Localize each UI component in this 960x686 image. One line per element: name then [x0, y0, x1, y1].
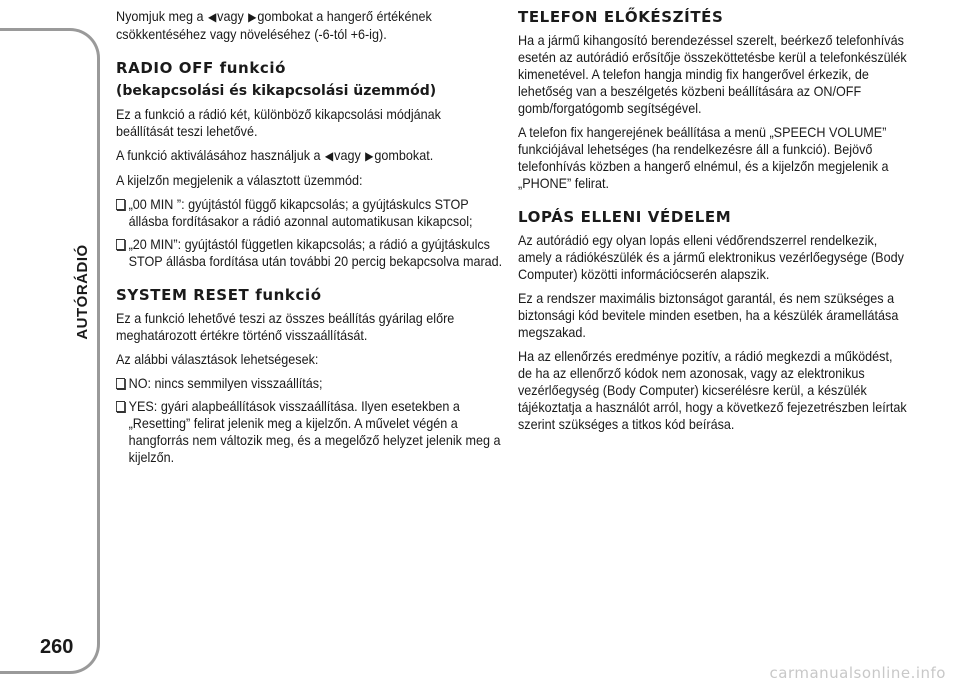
triangle-right-icon: ▶: [365, 149, 374, 163]
list-item: NO: nincs semmilyen visszaállítás;: [116, 375, 508, 392]
system-reset-heading: SYSTEM RESET funkció: [116, 286, 322, 304]
telefon-paragraph-2: A telefon fix hangerejének beállítása a menü „SPEECH VOLUME” funkciójával lehetséges (ha rendelkezésre áll a funkció). Bejövő telefonhívás közben a hangerő elnémul, és a kijelzőn megjelenik a „PHONE” felirat.: [518, 124, 889, 191]
list-item: „20 MIN”: gyújtástól független kikapcsolás; a rádió a gyújtáskulcs STOP állásba fordítása után további 20 percig bekapcsolva marad.: [116, 236, 508, 270]
triangle-right-icon: ▶: [248, 10, 257, 24]
system-reset-paragraph: Ez a funkció lehetővé teszi az összes beállítás gyárilag előre meghatározott értékre történő visszaállítását.: [116, 310, 455, 343]
lopas-heading: LOPÁS ELLENI VÉDELEM: [518, 208, 732, 226]
list-item: „00 MIN ”: gyújtástól függő kikapcsolás; a gyújtáskulcs STOP állásba fordításakor a rádió azonnal automatikusan kikapcsol;: [116, 196, 508, 230]
triangle-left-icon: ◀: [207, 10, 217, 24]
radio-off-subheading: (bekapcsolási és kikapcsolási üzemmód): [116, 83, 437, 99]
left-column: [116, 8, 503, 473]
radio-off-activation: A funkció aktiválásához használjuk a ◀vagy ▶gombokat.: [116, 147, 434, 163]
side-tab: [0, 28, 100, 674]
checkbox-bullet-icon: [116, 401, 125, 412]
checkbox-bullet-icon: [116, 199, 125, 210]
radio-off-heading: RADIO OFF funkció: [116, 59, 287, 77]
radio-off-paragraph: Ez a funkció a rádió két, különböző kikapcsolási módjának beállítását teszi lehetővé.: [116, 106, 441, 139]
system-reset-options-label: Az alábbi választások lehetségesek:: [116, 351, 319, 367]
list-item: YES: gyári alapbeállítások visszaállítása. Ilyen esetekben a „Resetting” felirat jelenik meg a kijelzőn. A művelet végén a hangforrás nem változik meg, és a megelőző helyzet jelenik meg a kijelzőn.: [116, 398, 508, 466]
right-column: [518, 8, 910, 440]
lopas-paragraph-1: Az autórádió egy olyan lopás elleni védőrendszerrel rendelkezik, amely a rádiókészülék és a jármű elektronikus vezérlőegysége (Body Computer) közötti információcserén alapszik.: [518, 232, 904, 282]
checkbox-bullet-icon: [116, 378, 125, 389]
checkbox-bullet-icon: [116, 239, 125, 250]
lopas-paragraph-3: Ha az ellenőrzés eredménye pozitív, a rádió megkezdi a működést, de ha az ellenőrző kódok nem azonosak, vagy az elektronikus vezérlőegység (Body Computer) kicserélésre kerül, a készülék tájékoztatja a használót arról, hogy a következő fejezetrészben leírtak szerint szükséges a titkos kód beírása.: [518, 348, 907, 432]
system-reset-list: [116, 375, 501, 466]
page-number: 260: [40, 636, 74, 658]
radio-off-list: [116, 196, 503, 270]
lopas-paragraph-2: Ez a rendszer maximális biztonságot garantál, és nem szükséges a biztonsági kód bevitele minden esetben, ha a készülék áramellátása megszakad.: [518, 290, 899, 340]
intro-paragraph: Nyomjuk meg a ◀vagy ▶gombokat a hangerő értékének csökkentéséhez vagy növeléséhez (-6-tól +6-ig).: [116, 8, 432, 42]
telefon-paragraph-1: Ha a jármű kihangosító berendezéssel szerelt, beérkező telefonhívás esetén az autórádió erősítője összeköttetésbe kerül a telefonkészülék kimenetével. A telefon hangja mindig fix hangerővel érkezik, de lehetőség van a beszélgetés közbeni beállítására az ON/OFF gomb/forgatógomb segítségével.: [518, 32, 907, 116]
telefon-heading: TELEFON ELŐKÉSZÍTÉS: [518, 8, 724, 26]
triangle-left-icon: ◀: [324, 149, 334, 163]
watermark: carmanualsonline.info: [769, 664, 946, 682]
radio-off-display: A kijelzőn megjelenik a választott üzemmód:: [116, 172, 363, 188]
